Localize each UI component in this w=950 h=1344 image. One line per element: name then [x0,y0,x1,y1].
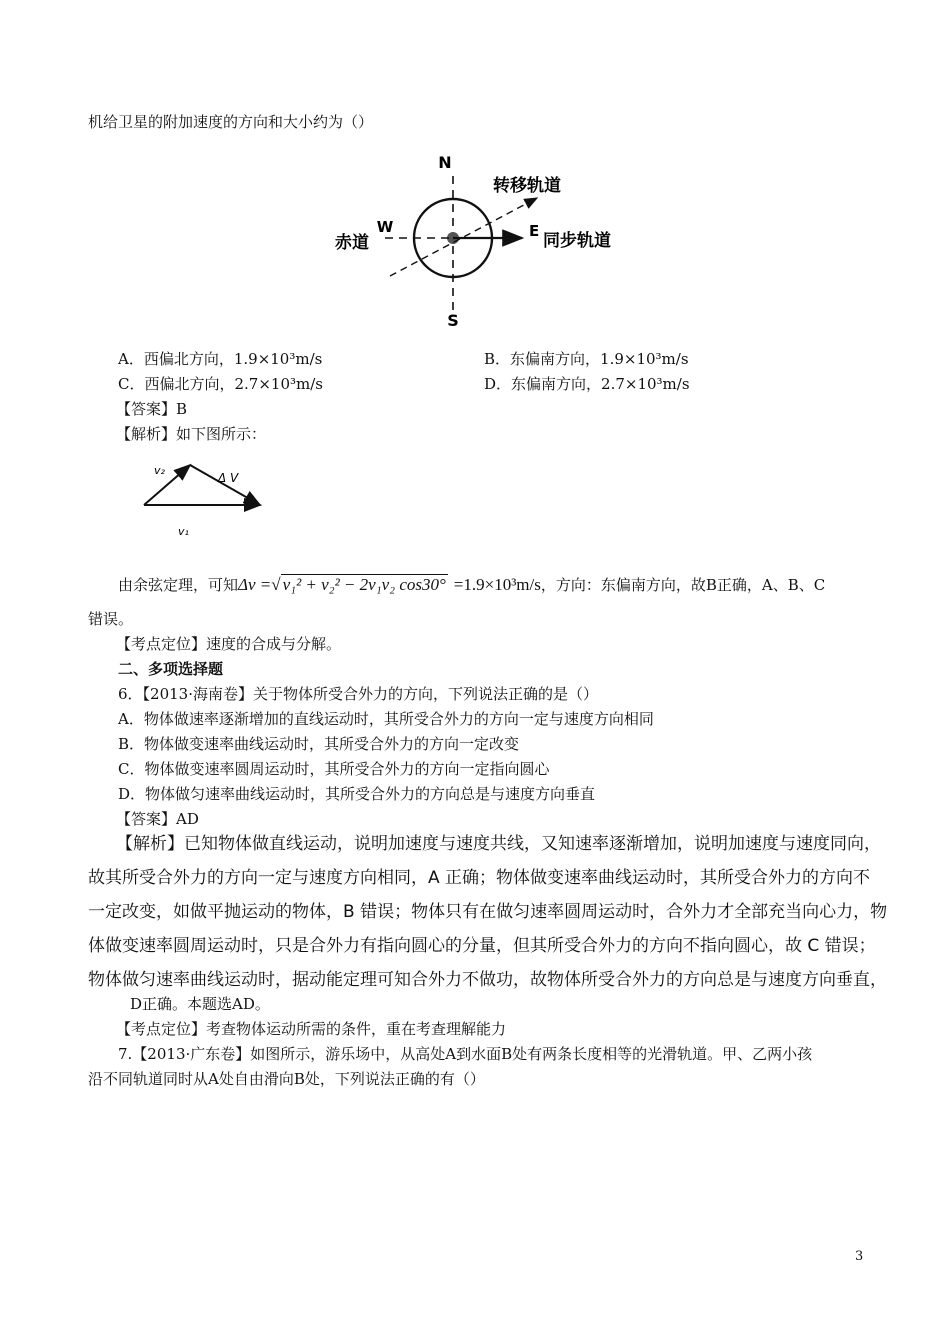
q6-analysis-line-3: 一定改变，如做平抛运动的物体，B 错误；物体只有在做匀速率圆周运动时，合外力才全部充当向心力，物 [88,902,888,922]
q6-analysis-line-1: 【解析】已知物体做直线运动，说明加速度与速度共线，又知速率逐渐增加，说明加速度与速度同向， [116,834,881,854]
south-label: S [447,311,459,330]
east-label: E [529,222,540,240]
section-title: 二、多项选择题 [118,660,224,678]
sync-orbit-label: 同步轨道 [543,231,611,251]
formula-lhs: Δv = [238,575,272,594]
west-label: W [376,218,394,236]
formula-result: =1.9×10³m/s [453,575,541,594]
transfer-orbit-label: 转移轨道 [493,176,561,196]
option-a: A．西偏北方向，1.9×10³m/s [118,350,323,368]
q6-analysis-line-4: 体做变速率圆周运动时，只是合外力有指向圆心的分量，但其所受合外力的方向不指向圆心，故 C 错误； [88,936,876,956]
formula-prefix: 由余弦定理，可知 [118,576,239,594]
answer-5: 【答案】B [116,400,188,418]
q6-option-d: D．物体做匀速率曲线运动时，其所受合外力的方向总是与速度方向垂直 [118,785,596,803]
vector-triangle-figure [140,455,280,545]
v1-label: v₁ [178,525,189,538]
equator-label: 赤道 [335,233,369,253]
formula-continuation: 错误。 [88,610,134,628]
q6-analysis-line-2: 故其所受合外力的方向一定与速度方向相同，A 正确；物体做变速率曲线运动时，其所受合外力的方向不 [88,868,871,888]
q6-answer: 【答案】AD [116,810,199,828]
v2-vector [144,465,190,505]
analysis-5-head: 【解析】如下图所示： [116,425,267,443]
option-d: D．东偏南方向，2.7×10³m/s [484,375,690,393]
dv-label: Δ V [218,471,239,485]
q6-point: 【考点定位】考查物体运动所需的条件，重在考查理解能力 [116,1020,507,1038]
q7-line-2: 沿不同轨道同时从A处自由滑向B处，下列说法正确的有（） [88,1070,485,1088]
sqrt-sign: √ [271,575,281,594]
q6-analysis-line-5: 物体做匀速率曲线运动时，据动能定理可知合外力不做功，故物体所受合外力的方向总是与速度方向垂直， [88,970,887,990]
q6-option-c: C．物体做变速率圆周运动时，其所受合外力的方向一定指向圆心 [118,760,550,778]
point-5: 【考点定位】速度的合成与分解。 [116,635,342,653]
formula-suffix: ，方向：东偏南方向，故B正确，A、B、C [540,576,826,594]
formula-line [118,573,825,597]
q6-analysis-end: D正确。本题选AD。 [130,995,270,1013]
orbit-compass-figure [325,148,645,330]
q7-line-1: 7.【2013·广东卷】如图所示，游乐场中，从高处A到水面B处有两条长度相等的光滑轨道。甲、乙两小孩 [118,1045,813,1063]
q6-option-a: A．物体做速率逐渐增加的直线运动时，其所受合外力的方向一定与速度方向相同 [118,710,654,728]
v2-label: v₂ [154,464,165,477]
page-number: 3 [855,1249,864,1264]
option-c: C．西偏北方向，2.7×10³m/s [118,375,323,393]
q6-option-b: B．物体做变速率曲线运动时，其所受合外力的方向一定改变 [118,735,520,753]
north-label: N [438,153,452,172]
formula-radicand: v₁² + v₂² − 2v₁v₂ cos30° [282,575,446,594]
intro-line: 机给卫星的附加速度的方向和大小约为（） [88,113,374,131]
option-b: B．东偏南方向，1.9×10³m/s [484,350,689,368]
q6-stem: 6．【2013·海南卷】关于物体所受合外力的方向，下列说法正确的是（） [118,685,598,703]
